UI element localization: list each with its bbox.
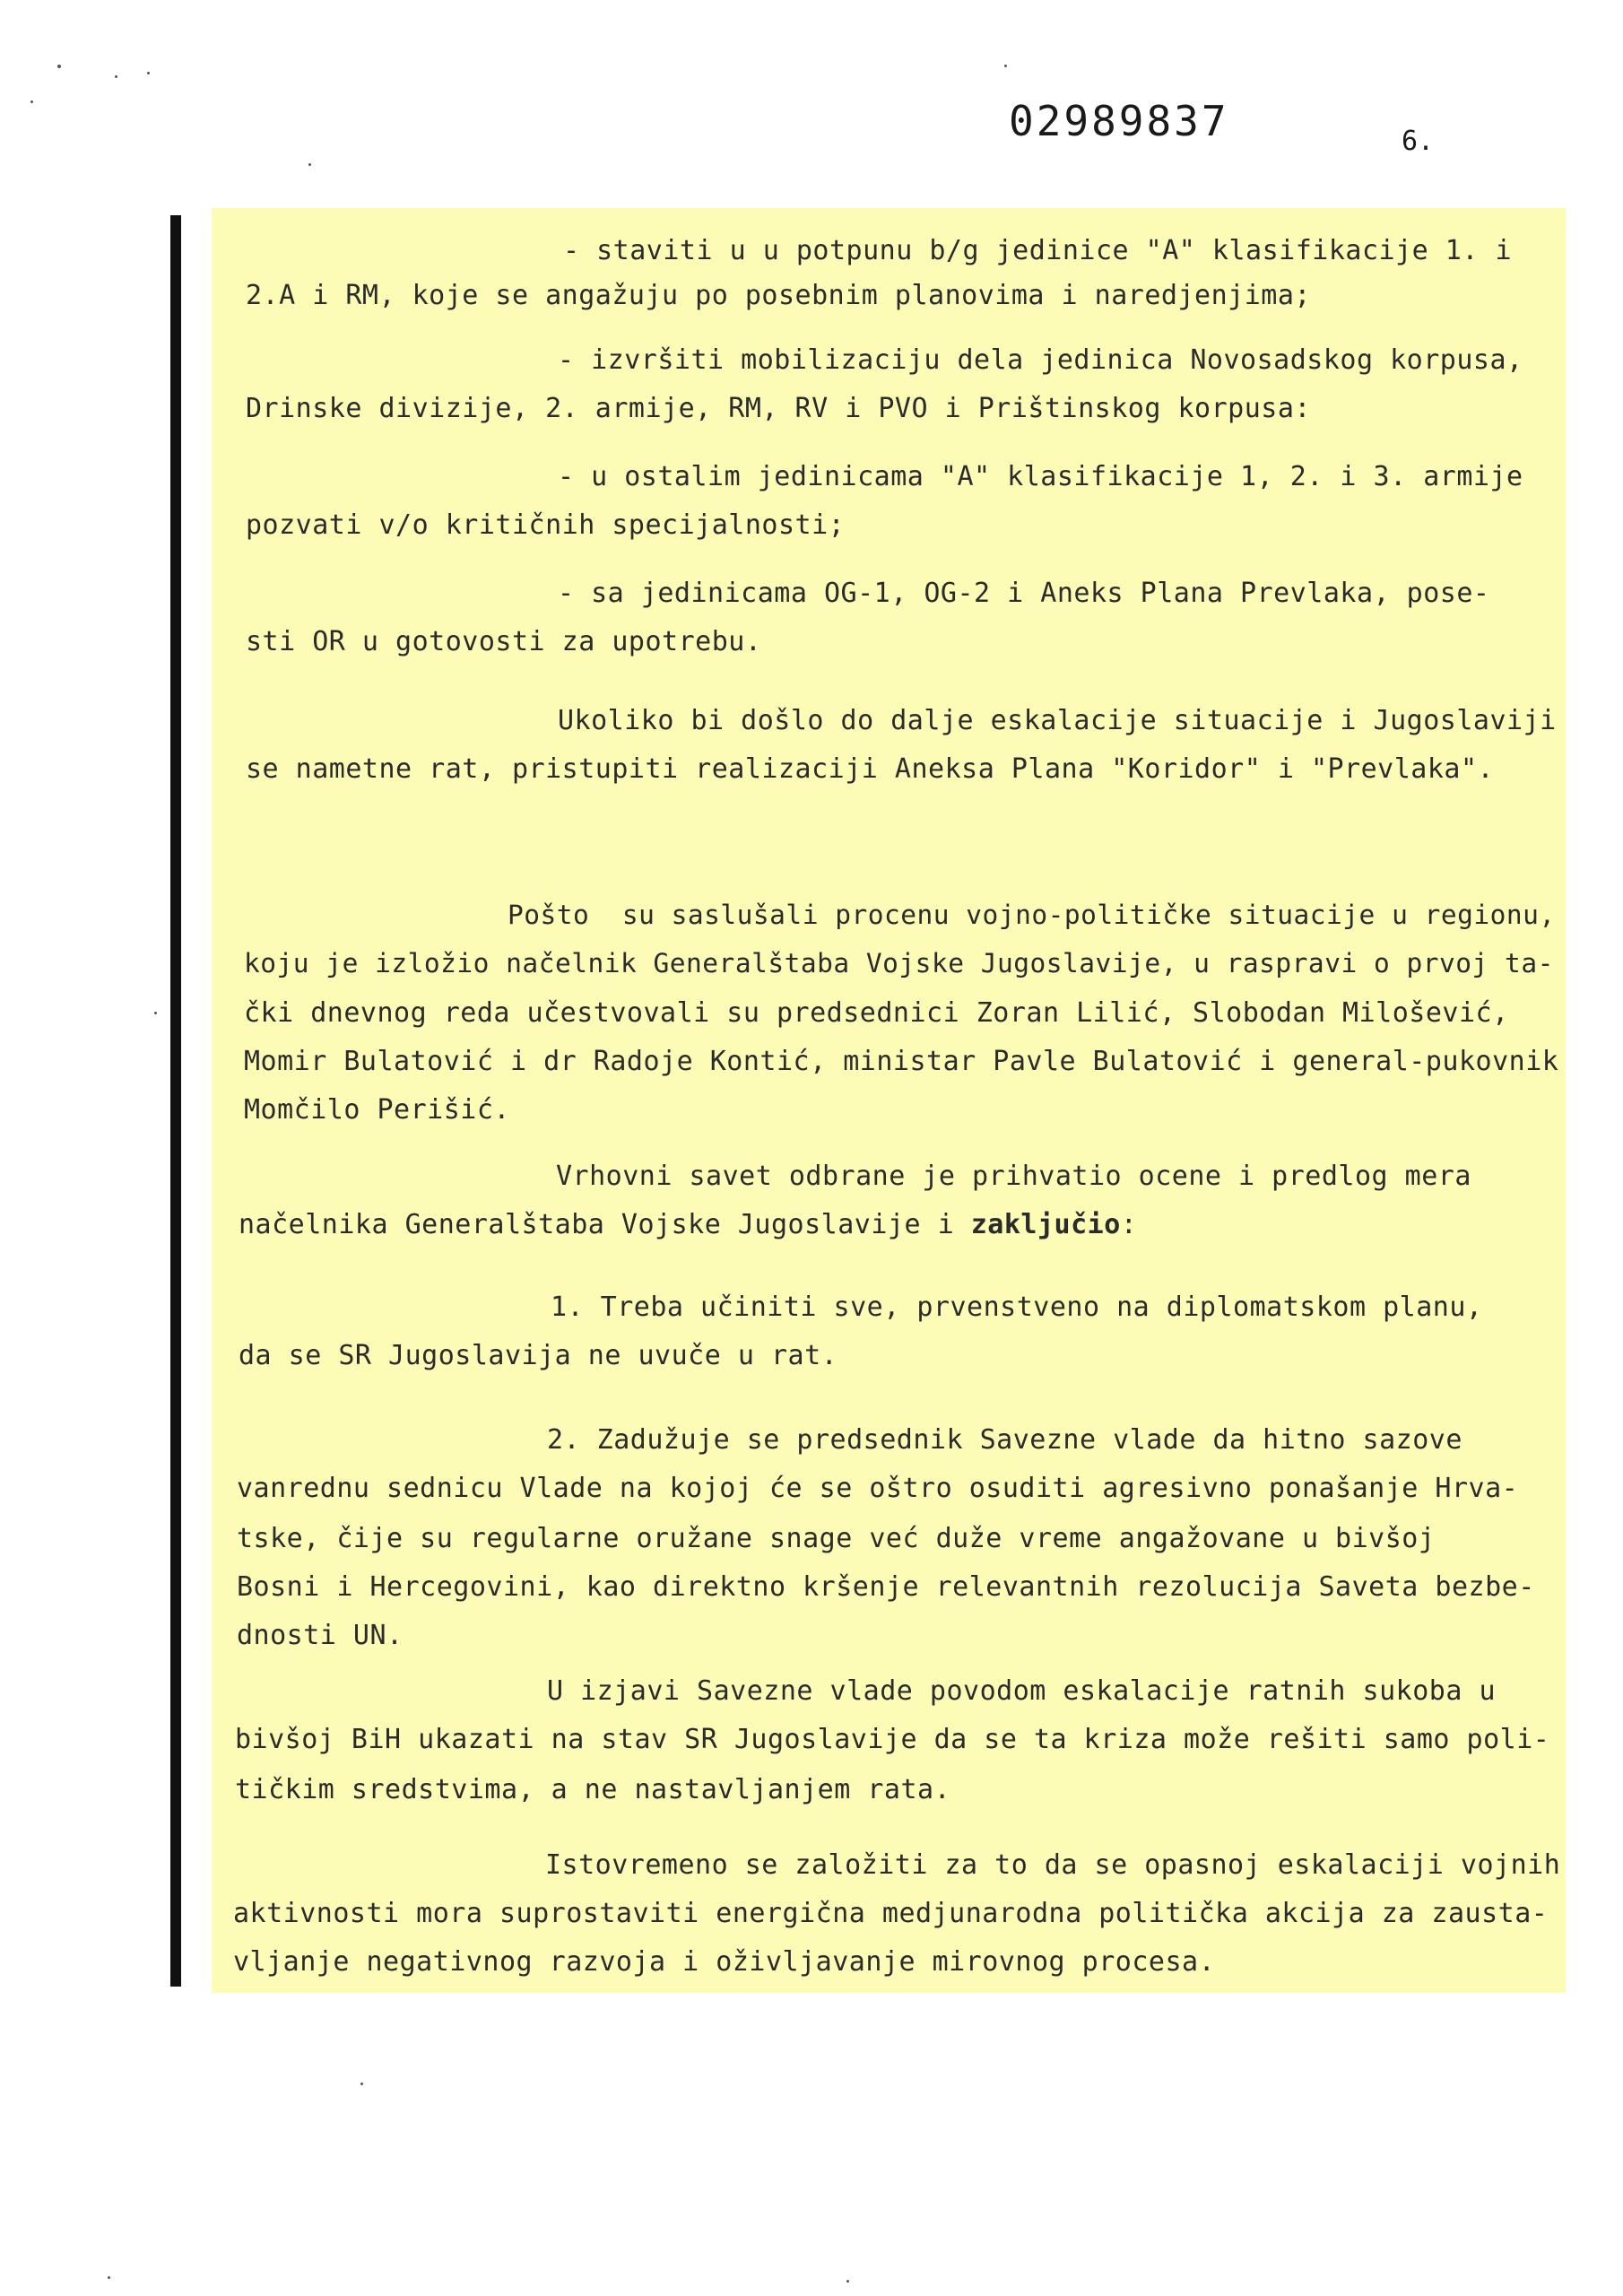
- text-line: 1. Treba učiniti sve, prvenstveno na diplomatskom planu,: [551, 1292, 1483, 1323]
- text-line: da se SR Jugoslavija ne uvuče u rat.: [239, 1340, 838, 1371]
- page-number: 6.: [1402, 126, 1435, 157]
- text-line: tske, čije su regularne oružane snage već duže vreme angažovane u bivšoj: [237, 1523, 1436, 1554]
- text-line: koju je izložio načelnik Generalštaba Vojske Jugoslavije, u raspravi o prvoj ta-: [244, 948, 1554, 978]
- text-line: - staviti u u potpunu b/g jedinice "A" klasifikacije 1. i: [563, 235, 1513, 266]
- text-segment: :: [1120, 1209, 1138, 1240]
- text-line: pozvati v/o kritičnih specijalnosti;: [246, 509, 846, 541]
- text-line: U izjavi Savezne vlade povodom eskalacije ratnih sukoba u: [547, 1675, 1497, 1707]
- bold-keyword: zaključio: [970, 1209, 1121, 1240]
- text-line: aktivnosti mora suprostaviti energična medjunarodna politička akcija za zausta-: [233, 1898, 1549, 1929]
- text-line: 2.A i RM, koje se angažuju po posebnim planovima i naredjenjima;: [246, 280, 1311, 311]
- scan-speck: [154, 1012, 157, 1014]
- text-line: 2. Zadužuje se predsednik Savezne vlade da hitno sazove: [547, 1424, 1462, 1456]
- scan-speck: [30, 100, 33, 103]
- scan-speck: [1004, 65, 1007, 67]
- scan-speck: [57, 65, 61, 68]
- scan-speck: [108, 2276, 110, 2279]
- text-line: se nametne rat, pristupiti realizaciji Aneksa Plana "Koridor" i "Prevlaka".: [246, 753, 1495, 785]
- text-line: [239, 1209, 1137, 1241]
- scan-speck: [308, 163, 311, 166]
- text-line: dnosti UN.: [237, 1620, 404, 1651]
- scan-speck: [147, 72, 150, 74]
- text-line: - sa jedinicama OG-1, OG-2 i Aneks Plana Prevlaka, pose-: [558, 578, 1490, 609]
- text-line: sti OR u gotovosti za upotrebu.: [246, 626, 762, 657]
- text-segment: načelnika Generalštaba Vojske Jugoslavije i: [239, 1209, 971, 1240]
- text-line: Ukoliko bi došlo do dalje eskalacije situacije i Jugoslaviji: [558, 705, 1557, 736]
- text-line: Vrhovni savet odbrane je prihvatio ocene i predlog mera: [556, 1161, 1471, 1192]
- scan-speck: [360, 2083, 363, 2085]
- text-line: Momčilo Perišić.: [244, 1094, 510, 1126]
- scan-speck: [115, 75, 117, 78]
- text-line: Bosni i Hercegovini, kao direktno kršenje relevantnih rezolucija Saveta bezbe-: [237, 1571, 1535, 1603]
- text-line: vljanje negativnog razvoja i oživljavanje mirovnog procesa.: [233, 1946, 1216, 1978]
- text-line: vanrednu sednicu Vlade na kojoj će se oštro osuditi agresivno ponašanje Hrva-: [237, 1473, 1519, 1504]
- text-line: Drinske divizije, 2. armije, RM, RV i PVO i Prištinskog korpusa:: [246, 393, 1311, 424]
- document-number: 02989837: [1009, 97, 1229, 145]
- text-line: - u ostalim jedinicama "A" klasifikacije 1, 2. i 3. armije: [558, 461, 1523, 492]
- text-line: Istovremeno se založiti za to da se opasnoj eskalaciji vojnih: [545, 1849, 1561, 1881]
- scan-speck: [846, 2280, 849, 2283]
- text-line: tičkim sredstvima, a ne nastavljanjem rata.: [235, 1774, 951, 1805]
- text-line: Pošto su saslušali procenu vojno-političke situacije u regionu,: [508, 900, 1556, 930]
- margin-bar: [170, 215, 181, 1987]
- text-line: bivšoj BiH ukazati na stav SR Jugoslavije da se ta kriza može rešiti samo poli-: [235, 1724, 1550, 1755]
- text-line: - izvršiti mobilizaciju dela jedinica Novosadskog korpusa,: [558, 344, 1523, 376]
- text-line: čki dnevnog reda učestvovali su predsednici Zoran Lilić, Slobodan Milošević,: [244, 997, 1509, 1029]
- text-line: Momir Bulatović i dr Radoje Kontić, ministar Pavle Bulatović i general-pukovnik: [244, 1046, 1559, 1077]
